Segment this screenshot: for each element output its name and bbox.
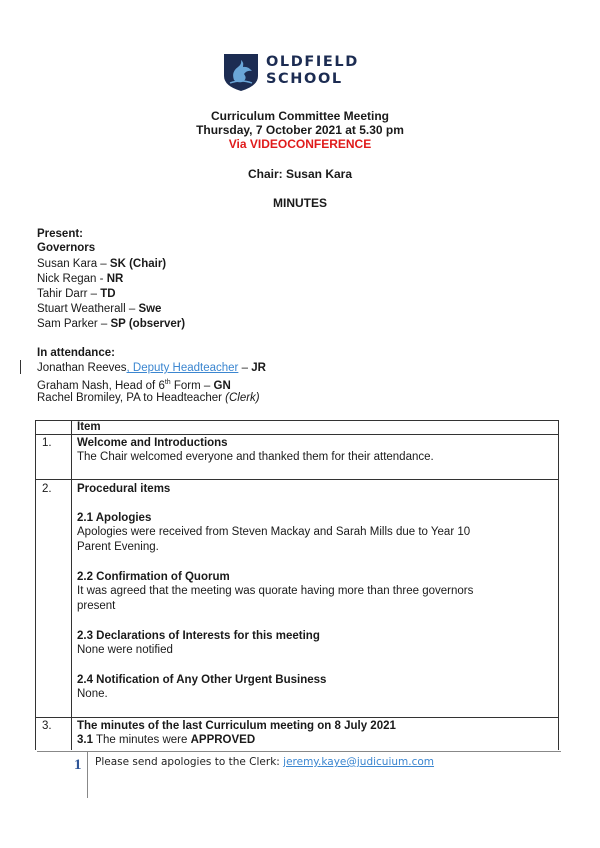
governor-row bbox=[37, 287, 116, 301]
table-border bbox=[71, 420, 72, 750]
governor-initials: TD bbox=[100, 288, 116, 300]
attendee-role: (Clerk) bbox=[225, 392, 260, 404]
governor-initials: SP (observer) bbox=[110, 318, 186, 330]
separator: – bbox=[97, 258, 110, 270]
attendee-row bbox=[37, 391, 260, 405]
table-border bbox=[35, 420, 559, 421]
subitem-title: 2.3 Declarations of Interests for this meeting bbox=[77, 630, 320, 642]
subitem-text: None. bbox=[77, 688, 108, 700]
item-text bbox=[77, 733, 255, 747]
governor-name: Susan Kara bbox=[37, 258, 98, 270]
subitem-text: Parent Evening. bbox=[77, 541, 159, 553]
subitem-text: present bbox=[77, 600, 116, 612]
item-title: Procedural items bbox=[77, 483, 171, 495]
footer-note-text: Please send apologies to the Clerk: bbox=[95, 756, 284, 768]
minutes-table bbox=[35, 420, 559, 750]
meeting-chair: Chair: Susan Kara bbox=[247, 167, 353, 181]
meeting-title: Curriculum Committee Meeting bbox=[210, 109, 390, 123]
document-type: MINUTES bbox=[273, 196, 327, 210]
meeting-datetime: Thursday, 7 October 2021 at 5.30 pm bbox=[196, 123, 404, 137]
attendee-initials: GN bbox=[213, 379, 231, 392]
swan-shield-icon bbox=[222, 52, 260, 92]
subitem-text: Apologies were received from Steven Mackay and Sarah Mills due to Year 10 bbox=[77, 526, 471, 538]
separator: – bbox=[87, 288, 101, 300]
present-heading: Present: bbox=[37, 228, 84, 240]
separator: – bbox=[97, 318, 111, 330]
governor-row bbox=[37, 272, 123, 286]
table-header-item: Item bbox=[77, 421, 101, 433]
attendee-role-link[interactable]: , Deputy Headteacher bbox=[126, 362, 239, 374]
subitem-label: 3.1 bbox=[77, 734, 93, 746]
clerk-email-link[interactable]: jeremy.kaye@judicuium.com bbox=[283, 756, 435, 768]
footer-note bbox=[95, 756, 434, 768]
separator: – bbox=[238, 362, 252, 374]
item-number: 2. bbox=[42, 483, 52, 495]
subitem-text: It was agreed that the meeting was quorate having more than three governors bbox=[77, 585, 474, 597]
item-text: The Chair welcomed everyone and thanked them for their attendance. bbox=[77, 451, 434, 463]
table-border bbox=[35, 717, 559, 718]
table-border bbox=[35, 434, 559, 435]
attendance-heading: In attendance: bbox=[37, 347, 115, 359]
attendee-role: Form bbox=[170, 379, 201, 392]
logo-line-1: OLDFIELD bbox=[266, 54, 359, 70]
page-number: 1 bbox=[74, 757, 82, 773]
table-border bbox=[35, 479, 559, 480]
subitem-title: 2.1 Apologies bbox=[77, 512, 152, 524]
subitem-title: 2.4 Notification of Any Other Urgent Business bbox=[77, 674, 327, 686]
subitem-text: The minutes were bbox=[93, 734, 191, 746]
attendee-row bbox=[37, 361, 266, 375]
approval-status: APPROVED bbox=[190, 734, 256, 746]
separator: - bbox=[96, 273, 107, 285]
logo-wordmark bbox=[266, 54, 359, 88]
governor-name: Sam Parker bbox=[37, 318, 98, 330]
governor-row bbox=[37, 257, 166, 271]
item-number: 1. bbox=[42, 437, 52, 449]
governor-row bbox=[37, 302, 161, 316]
superscript: th bbox=[164, 379, 171, 386]
governors-heading: Governors bbox=[37, 242, 96, 254]
governor-initials: Swe bbox=[138, 303, 162, 315]
subitem-text: None were notified bbox=[77, 644, 173, 656]
governor-initials: SK (Chair) bbox=[109, 258, 167, 270]
governor-row bbox=[37, 317, 185, 331]
governor-name: Nick Regan bbox=[37, 273, 97, 285]
attendee-initials: JR bbox=[251, 362, 266, 374]
subitem-title: 2.2 Confirmation of Quorum bbox=[77, 571, 230, 583]
meeting-venue: Via VIDEOCONFERENCE bbox=[228, 137, 372, 151]
item-title: The minutes of the last Curriculum meeting on 8 July 2021 bbox=[77, 720, 396, 732]
item-title: Welcome and Introductions bbox=[77, 437, 228, 449]
footer-divider bbox=[37, 751, 561, 752]
attendee-name: Graham Nash, Head of 6 bbox=[37, 379, 165, 392]
footer-divider bbox=[87, 752, 88, 798]
logo-line-2: SCHOOL bbox=[266, 71, 343, 87]
governor-name: Stuart Weatherall bbox=[37, 303, 126, 315]
school-logo bbox=[222, 52, 372, 94]
governor-initials: NR bbox=[106, 273, 124, 285]
text-cursor bbox=[20, 360, 21, 374]
item-number: 3. bbox=[42, 720, 52, 732]
table-border bbox=[35, 420, 36, 750]
governor-name: Tahir Darr bbox=[37, 288, 88, 300]
separator: – bbox=[125, 303, 139, 315]
table-border bbox=[558, 420, 559, 750]
attendee-name: Jonathan Reeves bbox=[37, 362, 127, 374]
separator: – bbox=[200, 379, 214, 392]
attendee-name: Rachel Bromiley, PA to Headteacher bbox=[37, 392, 226, 404]
